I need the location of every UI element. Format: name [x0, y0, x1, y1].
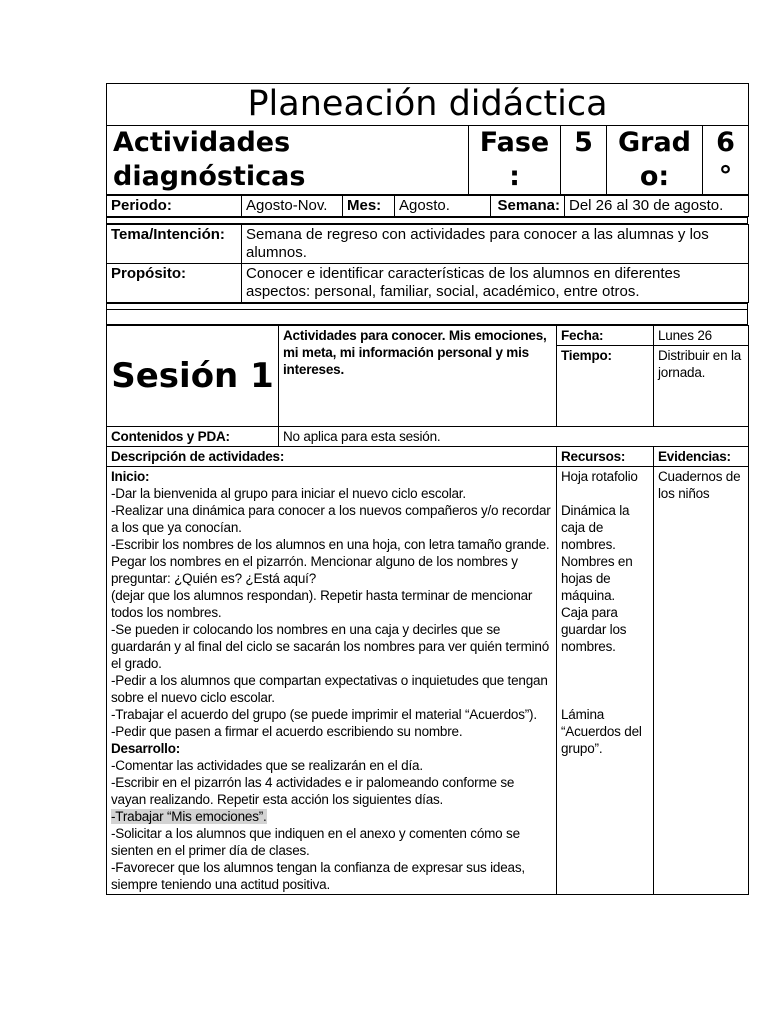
recurso-gap: [561, 655, 649, 706]
tema-label: Tema/Intención:: [107, 225, 242, 264]
inicio-step: -Se pueden ir colocando los nombres en una caja y decirles que se guardarán y al final del ciclo se sacarán los nombres para ver quién terminó el grado.: [111, 622, 550, 671]
spacer-1: [106, 217, 748, 224]
inicio-step: -Dar la bienvenida al grupo para iniciar el nuevo ciclo escolar.: [111, 486, 466, 501]
periodo-table: [106, 195, 749, 217]
inicio-step: -Escribir los nombres de los alumnos en una hoja, con letra tamaño grande. Pegar los nombres en el pizarrón. Mencionar alguno de los nombres y preguntar: ¿Quién es? ¿Está aquí?: [111, 537, 550, 586]
tiempo-value: Distribuir en la jornada.: [654, 346, 749, 427]
session-activity: Actividades para conocer. Mis emociones, mi meta, mi información personal y mis intereses.: [279, 326, 557, 427]
page-title: Planeación didáctica: [107, 84, 749, 126]
fecha-label: Fecha:: [557, 326, 654, 346]
recurso-item: Nombres en hojas de máquina.: [561, 554, 633, 603]
desarrollo-step-highlighted: [111, 808, 552, 825]
session-title: Sesión 1: [107, 326, 279, 427]
header-table: [106, 83, 749, 195]
semana-value: Del 26 al 30 de agosto.: [565, 196, 749, 217]
lesson-plan-document: [106, 83, 748, 895]
inicio-label: Inicio:: [111, 469, 150, 484]
desarrollo-step: -Comentar las actividades que se realizarán en el día.: [111, 758, 423, 773]
descripcion-header: Descripción de actividades:: [107, 447, 557, 467]
spacer-2: [106, 303, 748, 325]
recursos-body: [557, 467, 654, 895]
evidencias-body: [654, 467, 749, 895]
proposito-label: Propósito:: [107, 264, 242, 303]
mes-label: Mes:: [343, 196, 395, 217]
tiempo-label: Tiempo:: [557, 346, 654, 427]
fase-value: 5: [561, 126, 607, 195]
grado-value: 6 °: [703, 126, 749, 195]
fecha-value: Lunes 26: [654, 326, 749, 346]
desarrollo-step: -Favorecer que los alumnos tengan la confianza de expresar sus ideas, siempre teniendo una actitud positiva.: [111, 860, 525, 892]
recurso-item: Caja para guardar los nombres.: [561, 605, 627, 654]
descripcion-body: [107, 467, 557, 895]
semana-label: Semana:: [491, 196, 565, 217]
activity-title: Actividades diagnósticas: [107, 126, 469, 195]
evidencias-header: Evidencias:: [654, 447, 749, 467]
inicio-step: -Trabajar el acuerdo del grupo (se puede imprimir el material “Acuerdos”).: [111, 707, 537, 722]
proposito-value: Conocer e identificar características de los alumnos en diferentes aspectos: personal, familiar, social, académico, entre otros.: [242, 264, 749, 303]
fase-label: Fase :: [469, 126, 561, 195]
session-table: [106, 325, 749, 895]
inicio-step: -Pedir que pasen a firmar el acuerdo escribiendo su nombre.: [111, 724, 463, 739]
recurso-item: Hoja rotafolio: [561, 469, 638, 484]
recurso-item: Dinámica la caja de nombres.: [561, 503, 630, 552]
periodo-value: Agosto-Nov.: [242, 196, 343, 217]
mes-value: Agosto.: [395, 196, 491, 217]
periodo-label: Periodo:: [107, 196, 242, 217]
highlighted-text: -Trabajar “Mis emociones”.: [111, 809, 267, 824]
inicio-step: (dejar que los alumnos respondan). Repetir hasta terminar de mencionar todos los nombres.: [111, 588, 533, 620]
recurso-item: Lámina “Acuerdos del grupo”.: [561, 707, 642, 756]
desarrollo-step: -Solicitar a los alumnos que indiquen en el anexo y comenten cómo se sienten en el primer día de clases.: [111, 826, 520, 858]
recursos-header: Recursos:: [557, 447, 654, 467]
grado-label: Grad o:: [607, 126, 703, 195]
inicio-step: -Pedir a los alumnos que compartan expectativas o inquietudes que tengan sobre el nuevo ciclo escolar.: [111, 673, 548, 705]
recurso-gap: [561, 485, 649, 502]
tema-value: Semana de regreso con actividades para conocer a las alumnas y los alumnos.: [242, 225, 749, 264]
desarrollo-step: -Escribir en el pizarrón las 4 actividades e ir palomeando conforme se vayan realizando. Repetir esta acción los siguientes días.: [111, 775, 515, 807]
inicio-step: -Realizar una dinámica para conocer a los nuevos compañeros y/o recordar a los que ya conocían.: [111, 503, 551, 535]
evidencia-item: Cuadernos de los niños: [658, 469, 741, 501]
contenidos-value: No aplica para esta sesión.: [279, 427, 749, 447]
tema-table: [106, 224, 749, 303]
contenidos-label: Contenidos y PDA:: [107, 427, 279, 447]
desarrollo-label: Desarrollo:: [111, 741, 181, 756]
